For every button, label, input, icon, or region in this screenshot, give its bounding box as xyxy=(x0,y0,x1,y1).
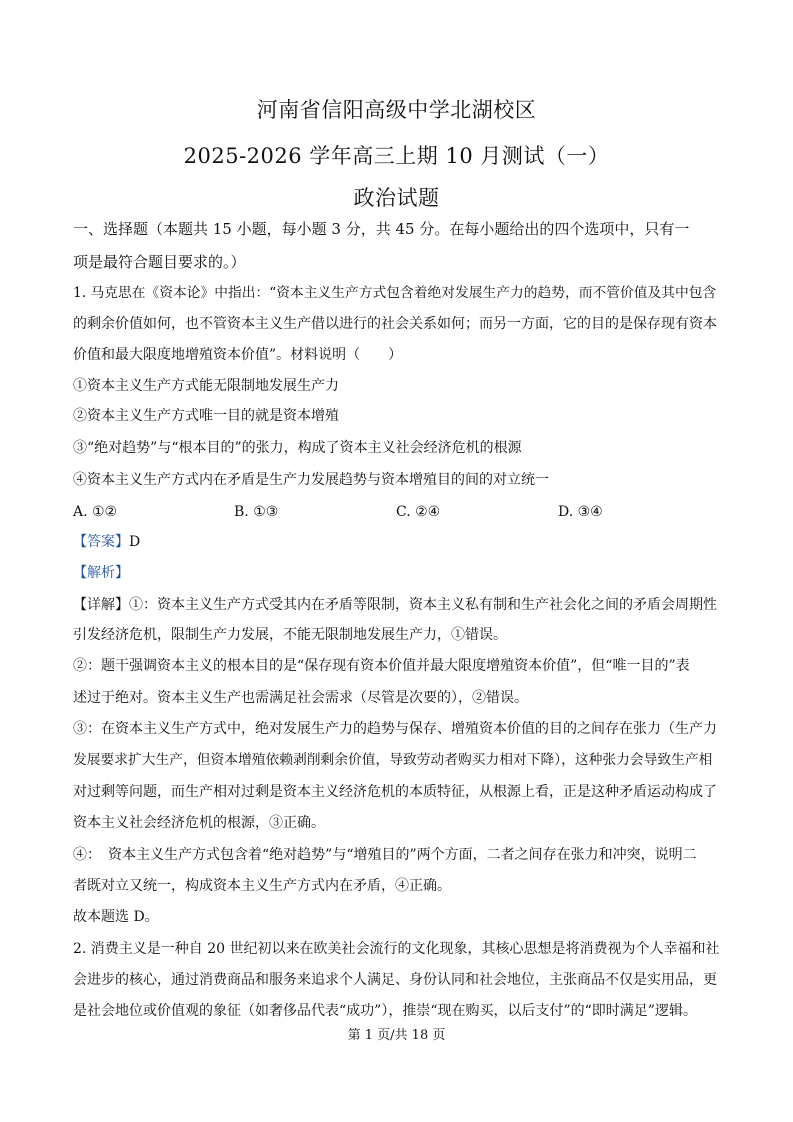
q1-stem-line: 价值和最大限度地增殖资本价值”。材料说明（ ） xyxy=(73,347,403,363)
detail-tag: 【详解】 xyxy=(73,597,129,613)
section-heading-line2: 项是最符合题目要求的。） xyxy=(73,253,246,271)
analysis-tag: 【解析】 xyxy=(73,565,129,581)
school-title: 河南省信阳高级中学北湖校区 xyxy=(256,98,537,122)
q1-detail-line: ②：题干强调资本主义的根本目的是“保存现有资本价值并最大限度增殖资本价值”，但“唯一目的”表 xyxy=(73,658,690,674)
q2-stem-line: 是社会地位或价值观的象征（如奢侈品代表“成功”），推崇“现在购买，以后支付”的“即时满足”逻辑。 xyxy=(73,1003,697,1019)
exam-title: 2025-2026 学年高三上期 10 月测试（一） xyxy=(183,144,610,168)
q2-stem-line: 2. 消费主义是一种自 20 世纪初以来在欧美社会流行的文化现象，其核心思想是将消费视为个人幸福和社 xyxy=(73,941,720,957)
q1-stem-line: 1. 马克思在《资本论》中指出：“资本主义生产方式包含着绝对发展生产力的趋势，而不管价值及其中包含 xyxy=(73,285,717,301)
q1-stem-line: 的剩余价值如何，也不管资本主义生产借以进行的社会关系如何；而另一方面，它的目的是保存现有资本 xyxy=(73,316,717,332)
section-heading-line1: 一、选择题（本题共 15 小题，每小题 3 分，共 45 分。在每小题给出的四个选项中，只有一 xyxy=(73,220,690,238)
page-footer: 第 1 页/共 18 页 xyxy=(347,1028,446,1043)
q1-option-b: B. ①③ xyxy=(234,504,279,520)
q1-detail-line: ④： 资本主义生产方式包含着“绝对趋势”与“增殖目的”两个方面，二者之间存在张力和冲突，说明二 xyxy=(73,847,697,863)
q1-item: ②资本主义生产方式唯一目的就是资本增殖 xyxy=(73,408,339,424)
q1-detail-line: 资本主义社会经济危机的根源，③正确。 xyxy=(73,815,325,831)
q1-item: ④资本主义生产方式内在矛盾是生产力发展趋势与资本增殖目的间的对立统一 xyxy=(73,472,549,488)
q1-conclusion: 故本题选 D。 xyxy=(73,909,159,925)
q1-answer-line xyxy=(73,532,723,552)
q1-detail-line: 发展要求扩大生产，但资本增殖依赖剥削剩余价值，导致劳动者购买力相对下降），这种张力会导致生产相 xyxy=(73,752,713,768)
q1-detail-line: 对过剩等问题，而生产相对过剩是资本主义经济危机的本质特征，从根源上看，正是这种矛盾运动构成了 xyxy=(73,784,717,800)
q1-analysis-line xyxy=(73,563,723,583)
q1-option-d: D. ③④ xyxy=(558,504,603,520)
q1-item: ①资本主义生产方式能无限制地发展生产力 xyxy=(73,378,339,394)
answer-value: D xyxy=(129,534,141,550)
q2-stem-line: 会进步的核心，通过消费商品和服务来追求个人满足、身份认同和社会地位，主张商品不仅是实用品，更 xyxy=(73,972,717,988)
answer-tag: 【答案】 xyxy=(73,534,129,550)
q1-detail-line: 者既对立又统一，构成资本主义生产方式内在矛盾，④正确。 xyxy=(73,878,451,894)
q1-item: ③“绝对趋势”与“根本目的”的张力，构成了资本主义社会经济危机的根源 xyxy=(73,440,522,456)
detail-text: ①：资本主义生产方式受其内在矛盾等限制，资本主义私有制和生产社会化之间的矛盾会周期性 xyxy=(129,597,717,613)
subject-title: 政治试题 xyxy=(353,186,440,210)
q1-detail-line: 述过于绝对。资本主义生产也需满足社会需求（尽管是次要的），②错误。 xyxy=(73,690,528,706)
q1-option-c: C. ②④ xyxy=(396,504,441,520)
q1-detail-line xyxy=(73,595,723,615)
q1-detail-line: 引发经济危机，限制生产力发展，不能无限制地发展生产力，①错误。 xyxy=(73,627,507,643)
q1-option-a: A. ①② xyxy=(73,504,118,520)
q1-detail-line: ③：在资本主义生产方式中，绝对发展生产力的趋势与保存、增殖资本价值的目的之间存在张力（生产力 xyxy=(73,721,717,737)
